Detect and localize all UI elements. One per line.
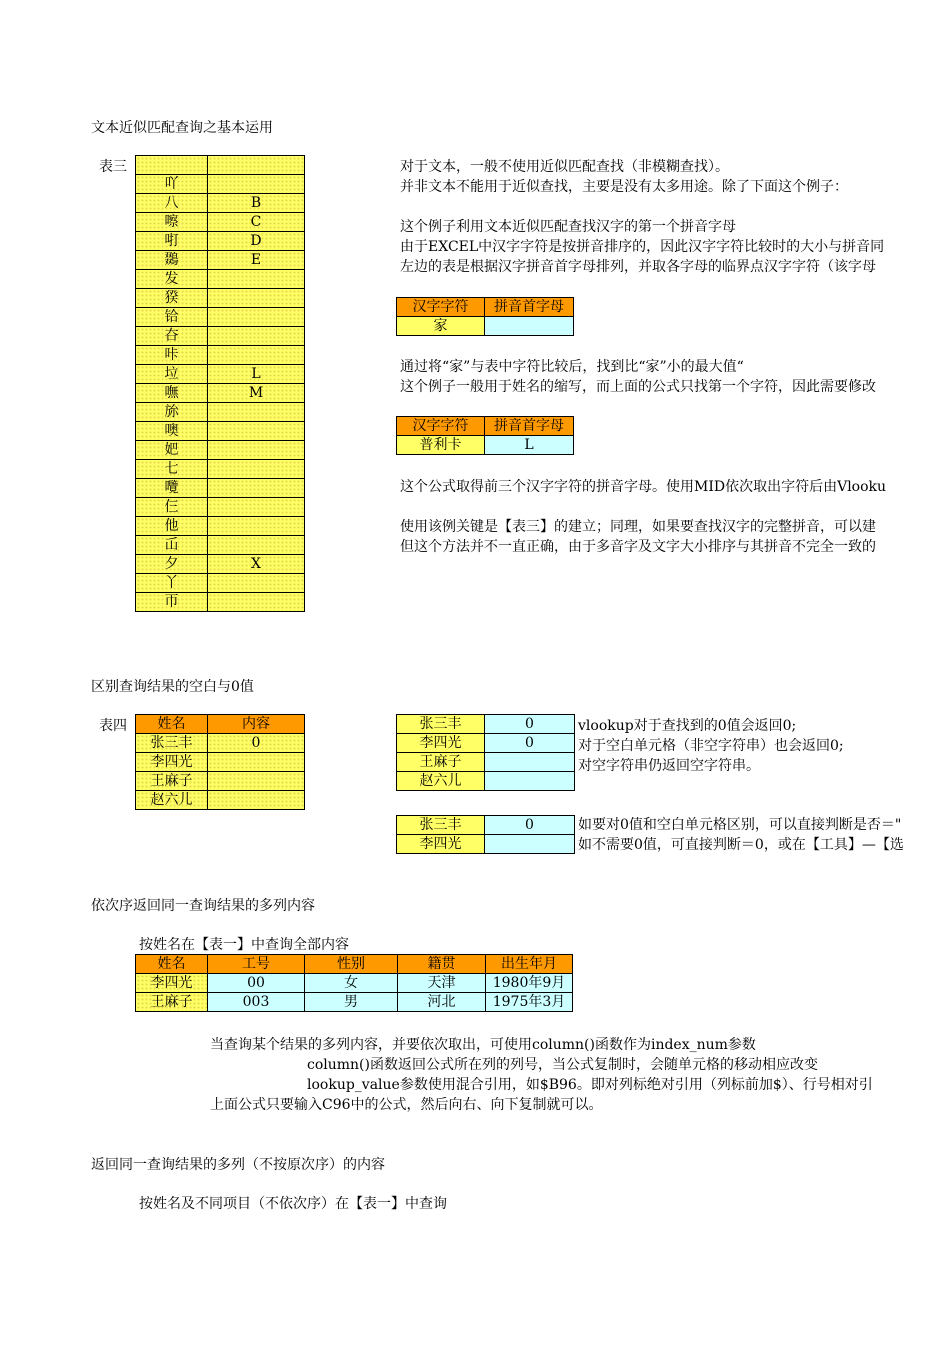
table3-char-cell[interactable]: 囕 [136,479,208,498]
table4-cell[interactable]: 张三丰 [136,734,208,753]
table-row [136,593,305,612]
table3-initial-cell[interactable] [208,175,305,194]
mc-cell-birth[interactable]: 1980年9月 [486,974,573,993]
text1-line5: 左边的表是根据汉字拼音首字母排列，并取各字母的临界点汉字字符（该字母 [400,259,876,275]
lookup1-value-cell[interactable]: 0 [485,715,575,734]
table-row [136,308,305,327]
text1-line9: 使用该例关键是【表三】的建立；同理，如果要查找汉字的完整拼音，可以建 [400,519,876,535]
table3-char-cell[interactable]: 屲 [136,536,208,555]
text1-line10: 但这个方法并不一直正确，由于多音字及文字大小排序与其拼音不完全一致的 [400,539,876,555]
mc-header-birth: 出生年月 [486,955,573,974]
table3-char-cell[interactable]: 鵽 [136,251,208,270]
table3-char-cell[interactable]: 丫 [136,574,208,593]
section-title-multi-column-unordered: 返回同一查询结果的多列（不按原次序）的内容 [91,1157,385,1173]
table3-char-cell[interactable]: 旀 [136,403,208,422]
text1-line6: 通过将“家”与表中字符比较后，找到比“家”小的最大值“ [400,359,744,375]
table3-initial-cell[interactable] [208,422,305,441]
lookup1-value-cell[interactable] [485,772,575,791]
lookup1-name-cell[interactable]: 张三丰 [397,715,485,734]
table3-initial-cell[interactable]: B [208,194,305,213]
text2-line4: 如要对0值和空白单元格区别，可以直接判断是否＝" [578,817,902,833]
table-row [397,753,575,772]
table4-cell[interactable]: 赵六儿 [136,791,208,810]
table-row [136,327,305,346]
table-row [136,365,305,384]
section-title-approx-match: 文本近似匹配查询之基本运用 [91,120,273,136]
table3-initial-cell[interactable] [208,270,305,289]
table3-char-cell[interactable]: 咑 [136,232,208,251]
table-row [136,498,305,517]
section-title-multi-column: 依次序返回同一查询结果的多列内容 [91,898,315,914]
table3-initial-cell[interactable] [208,308,305,327]
table4-label: 表四 [99,718,127,734]
table-row [136,422,305,441]
table-row [397,715,575,734]
table4-cell[interactable] [208,753,305,772]
table3-char-cell[interactable]: 嘸 [136,384,208,403]
mc-cell-gender[interactable]: 男 [305,993,398,1012]
mc-header-origin: 籍贯 [398,955,486,974]
table3-char-cell[interactable]: 嚓 [136,213,208,232]
table-row [136,156,305,175]
table3-char-cell[interactable]: 夻 [136,327,208,346]
text1-line7: 这个例子一般用于姓名的缩写，而上面的公式只找第一个字符，因此需要修改 [400,379,876,395]
table3-char-cell[interactable]: 猤 [136,289,208,308]
lookup-table-1 [396,714,575,791]
table-row [136,574,305,593]
mc-cell-birth[interactable]: 1975年3月 [486,993,573,1012]
section3-note1: 当查询某个结果的多列内容，并要依次取出，可使用column()函数作为index_num参数 [210,1037,756,1053]
table3-initial-cell[interactable]: M [208,384,305,403]
lookup1-value-cell[interactable]: 0 [485,734,575,753]
table-row [136,993,573,1012]
table-row [136,974,573,993]
text1-line8: 这个公式取得前三个汉字字符的拼音字母。使用MID依次取出字符后由Vlooku [400,479,887,495]
table3-char-cell[interactable]: 噢 [136,422,208,441]
pinyin1-header-initial: 拼音首字母 [485,298,574,317]
section4-caption: 按姓名及不同项目（不依次序）在【表一】中查询 [139,1196,447,1212]
text1-line1: 对于文本，一般不使用近似匹配查找（非模糊查找）。 [400,159,729,175]
text2-line3: 对空字符串仍返回空字符串。 [578,758,760,774]
table3-initial-cell[interactable]: L [208,365,305,384]
pinyin2-header-initial: 拼音首字母 [485,417,574,436]
table-row [136,772,305,791]
table-row [136,753,305,772]
table3-char-cell[interactable]: 夕 [136,555,208,574]
table-row [136,270,305,289]
lookup2-value-cell[interactable] [485,835,575,854]
table3-char-cell[interactable]: 咔 [136,346,208,365]
table3-initial-cell[interactable] [208,517,305,536]
table3-initial-cell[interactable]: D [208,232,305,251]
mc-header-gender: 性别 [305,955,398,974]
table-row [397,816,575,835]
table3-char-cell[interactable]: 垃 [136,365,208,384]
table3-char-cell[interactable]: 仨 [136,498,208,517]
pinyin-table-2 [396,416,574,455]
table3-char-cell[interactable]: 八 [136,194,208,213]
lookup-table-2 [396,815,575,854]
table3-initial-cell[interactable] [208,593,305,612]
mc-cell-id[interactable]: 00 [208,974,305,993]
table-row [136,536,305,555]
table3-initial-cell[interactable] [208,460,305,479]
table3 [135,155,305,612]
table-row [136,441,305,460]
mc-cell-name[interactable]: 王麻子 [136,993,208,1012]
multi-column-table [135,954,573,1012]
table3-char-cell[interactable]: 帀 [136,593,208,612]
table3-initial-cell[interactable] [208,346,305,365]
lookup1-value-cell[interactable] [485,753,575,772]
lookup1-name-cell[interactable]: 赵六儿 [397,772,485,791]
text2-line5: 如不需要0值，可直接判断＝0，或在【工具】—【选 [578,837,904,853]
table3-label: 表三 [99,159,127,175]
text1-line4: 由于EXCEL中汉字字符是按拼音排序的，因此汉字字符比较时的大小与拼音同 [400,239,885,255]
table3-char-cell[interactable]: 七 [136,460,208,479]
text2-line2: 对于空白单元格（非空字符串）也会返回0; [578,738,844,754]
table4-cell[interactable] [208,772,305,791]
text1-line3: 这个例子利用文本近似匹配查找汉字的第一个拼音字母 [400,219,736,235]
table3-initial-cell[interactable]: E [208,251,305,270]
table3-initial-cell[interactable] [208,156,305,175]
text1-line2: 并非文本不能用于近似查找，主要是没有太多用途。除了下面这个例子： [400,179,848,195]
table-row [136,346,305,365]
section3-note2: column()函数返回公式所在列的列号，当公式复制时，会随单元格的移动相应改变 [307,1057,818,1073]
table3-initial-cell[interactable] [208,441,305,460]
table3-char-cell[interactable]: 发 [136,270,208,289]
text2-line1: vlookup对于查找到的0值会返回0; [578,718,797,734]
table-row [136,791,305,810]
pinyin2-header-char: 汉字字符 [397,417,485,436]
table3-char-cell[interactable]: 妑 [136,441,208,460]
table3-initial-cell[interactable] [208,403,305,422]
table3-initial-cell[interactable] [208,327,305,346]
section3-caption: 按姓名在【表一】中查询全部内容 [139,937,349,953]
table3-char-cell[interactable]: 铪 [136,308,208,327]
mc-cell-id[interactable]: 003 [208,993,305,1012]
table4-cell[interactable]: 李四光 [136,753,208,772]
table-row [136,175,305,194]
table3-initial-cell[interactable] [208,574,305,593]
table-row [397,734,575,753]
mc-cell-origin[interactable]: 天津 [398,974,486,993]
table-row [136,460,305,479]
table-row [136,517,305,536]
table3-char-cell[interactable]: 吖 [136,175,208,194]
table-row [136,555,305,574]
table3-initial-cell[interactable]: C [208,213,305,232]
section3-note4: 上面公式只要输入C96中的公式，然后向右、向下复制就可以。 [210,1097,603,1113]
lookup1-name-cell[interactable]: 王麻子 [397,753,485,772]
pinyin-table-1 [396,297,574,336]
table-row [136,479,305,498]
pinyin1-header-char: 汉字字符 [397,298,485,317]
lookup2-value-cell[interactable]: 0 [485,816,575,835]
table-row [136,289,305,308]
table-row [136,384,305,403]
mc-cell-origin[interactable]: 河北 [398,993,486,1012]
pinyin1-initial-cell[interactable] [485,317,574,336]
section-title-blank-vs-zero: 区别查询结果的空白与0值 [91,679,254,695]
table4-cell[interactable] [208,791,305,810]
lookup2-name-cell[interactable]: 李四光 [397,835,485,854]
table3-initial-cell[interactable] [208,289,305,308]
table-row [136,403,305,422]
table3-char-cell[interactable]: 他 [136,517,208,536]
table-row [136,194,305,213]
lookup1-name-cell[interactable]: 李四光 [397,734,485,753]
table3-initial-cell[interactable] [208,498,305,517]
table-row [136,734,305,753]
pinyin2-char-cell[interactable]: 普利卡 [397,436,485,455]
pinyin1-char-cell[interactable]: 家 [397,317,485,336]
table4-header-content: 内容 [208,715,305,734]
table3-initial-cell[interactable] [208,536,305,555]
mc-header-id: 工号 [208,955,305,974]
table-row [136,232,305,251]
table3-initial-cell[interactable] [208,479,305,498]
section3-note3: lookup_value参数使用混合引用，如$B96。即对列标绝对引用（列标前加$）、行号相对引 [307,1077,873,1093]
table-row [136,213,305,232]
table4-header-name: 姓名 [136,715,208,734]
mc-header-name: 姓名 [136,955,208,974]
table3-initial-cell[interactable]: X [208,555,305,574]
table4-cell[interactable]: 王麻子 [136,772,208,791]
table-row [397,835,575,854]
mc-cell-name[interactable]: 李四光 [136,974,208,993]
table-row [136,251,305,270]
pinyin2-initial-cell[interactable]: L [485,436,574,455]
table4-cell[interactable]: 0 [208,734,305,753]
table3-char-cell[interactable] [136,156,208,175]
lookup2-name-cell[interactable]: 张三丰 [397,816,485,835]
table4 [135,714,305,810]
table-row [397,772,575,791]
mc-cell-gender[interactable]: 女 [305,974,398,993]
